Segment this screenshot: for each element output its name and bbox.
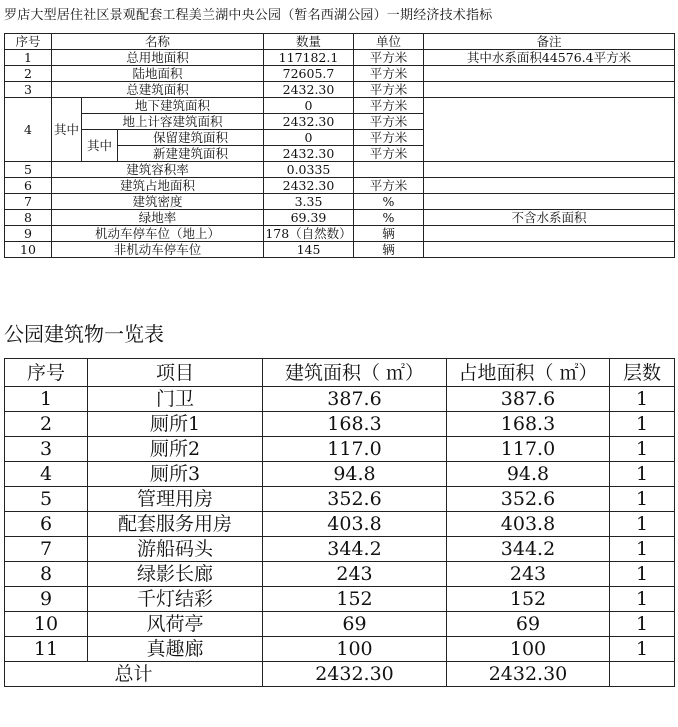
row-unit: % bbox=[354, 210, 424, 226]
row-building-area: 94.8 bbox=[263, 462, 447, 487]
row-unit: % bbox=[354, 194, 424, 210]
row-item: 千灯结彩 bbox=[88, 587, 263, 612]
row-quantity: 2432.30 bbox=[264, 146, 354, 162]
row-item: 门卫 bbox=[88, 387, 263, 412]
row-number: 9 bbox=[5, 226, 52, 242]
table-row bbox=[5, 537, 675, 562]
row-quantity: 0 bbox=[264, 130, 354, 146]
table-row bbox=[5, 194, 675, 210]
row-number: 6 bbox=[5, 178, 52, 194]
row-quantity: 3.35 bbox=[264, 194, 354, 210]
table-row bbox=[5, 412, 675, 437]
row-number: 4 bbox=[5, 98, 52, 162]
row-number: 1 bbox=[5, 50, 52, 66]
row-name: 总建筑面积 bbox=[52, 82, 264, 98]
row-name: 新建建筑面积 bbox=[118, 146, 264, 162]
table-row bbox=[5, 210, 675, 226]
row-note bbox=[424, 66, 675, 82]
row-number: 5 bbox=[5, 487, 88, 512]
header-cell: 备注 bbox=[424, 34, 675, 50]
row-building-area: 100 bbox=[263, 637, 447, 662]
table-row bbox=[5, 587, 675, 612]
row-unit: 平方米 bbox=[354, 146, 424, 162]
row-quantity: 0.0335 bbox=[264, 162, 354, 178]
header-cell: 层数 bbox=[610, 359, 675, 387]
row-land-area: 168.3 bbox=[447, 412, 610, 437]
row-floors: 1 bbox=[610, 612, 675, 637]
row-note bbox=[424, 226, 675, 242]
row-floors: 1 bbox=[610, 512, 675, 537]
row-floors: 1 bbox=[610, 462, 675, 487]
row-land-area: 69 bbox=[447, 612, 610, 637]
row-number: 2 bbox=[5, 412, 88, 437]
row-note bbox=[424, 162, 675, 178]
row-land-area: 94.8 bbox=[447, 462, 610, 487]
table-row bbox=[5, 612, 675, 637]
row-floors: 1 bbox=[610, 637, 675, 662]
row-note bbox=[424, 82, 675, 98]
row-name: 机动车停车位（地上） bbox=[52, 226, 264, 242]
row-unit: 平方米 bbox=[354, 82, 424, 98]
row-floors: 1 bbox=[610, 587, 675, 612]
row-building-area: 243 bbox=[263, 562, 447, 587]
row-land-area: 344.2 bbox=[447, 537, 610, 562]
row-note: 其中水系面积44576.4平方米 bbox=[424, 50, 675, 66]
row-number: 5 bbox=[5, 162, 52, 178]
row-number: 1 bbox=[5, 387, 88, 412]
total-label: 总计 bbox=[5, 662, 263, 687]
row-item: 游船码头 bbox=[88, 537, 263, 562]
row-floors: 1 bbox=[610, 487, 675, 512]
row-number: 9 bbox=[5, 587, 88, 612]
total-land-area: 2432.30 bbox=[447, 662, 610, 687]
header-cell: 项目 bbox=[88, 359, 263, 387]
total-building-area: 2432.30 bbox=[263, 662, 447, 687]
row-number: 8 bbox=[5, 562, 88, 587]
buildings-table bbox=[4, 358, 675, 687]
row-land-area: 152 bbox=[447, 587, 610, 612]
row-item: 配套服务用房 bbox=[88, 512, 263, 537]
row-note bbox=[424, 98, 675, 162]
header-cell: 序号 bbox=[5, 34, 52, 50]
table-row bbox=[5, 98, 675, 114]
row-building-area: 69 bbox=[263, 612, 447, 637]
row-floors: 1 bbox=[610, 537, 675, 562]
row-building-area: 117.0 bbox=[263, 437, 447, 462]
table-row bbox=[5, 512, 675, 537]
row-floors: 1 bbox=[610, 562, 675, 587]
row-quantity: 0 bbox=[264, 98, 354, 114]
row-building-area: 344.2 bbox=[263, 537, 447, 562]
row-unit: 平方米 bbox=[354, 130, 424, 146]
row-item: 厕所3 bbox=[88, 462, 263, 487]
row-quantity: 117182.1 bbox=[264, 50, 354, 66]
row-number: 2 bbox=[5, 66, 52, 82]
row-unit bbox=[354, 162, 424, 178]
row-quantity: 145 bbox=[264, 242, 354, 258]
row-number: 7 bbox=[5, 537, 88, 562]
table-row bbox=[5, 162, 675, 178]
header-cell: 数量 bbox=[264, 34, 354, 50]
row-item: 风荷亭 bbox=[88, 612, 263, 637]
row-note bbox=[424, 242, 675, 258]
row-building-area: 403.8 bbox=[263, 512, 447, 537]
table-row bbox=[5, 387, 675, 412]
row-number: 11 bbox=[5, 637, 88, 662]
row-land-area: 243 bbox=[447, 562, 610, 587]
row-number: 10 bbox=[5, 612, 88, 637]
row-note bbox=[424, 178, 675, 194]
row-floors: 1 bbox=[610, 387, 675, 412]
row-floors: 1 bbox=[610, 437, 675, 462]
row-number: 6 bbox=[5, 512, 88, 537]
row-number: 7 bbox=[5, 194, 52, 210]
row-land-area: 100 bbox=[447, 637, 610, 662]
header-cell: 占地面积（ ㎡） bbox=[447, 359, 610, 387]
row-unit: 平方米 bbox=[354, 66, 424, 82]
row-building-area: 387.6 bbox=[263, 387, 447, 412]
table-row bbox=[5, 50, 675, 66]
row-name: 建筑占地面积 bbox=[52, 178, 264, 194]
row-quantity: 2432.30 bbox=[264, 178, 354, 194]
row-item: 绿影长廊 bbox=[88, 562, 263, 587]
row-item: 厕所1 bbox=[88, 412, 263, 437]
row-floors: 1 bbox=[610, 412, 675, 437]
row-unit: 平方米 bbox=[354, 178, 424, 194]
row-name: 陆地面积 bbox=[52, 66, 264, 82]
row-item: 真趣廊 bbox=[88, 637, 263, 662]
row-quantity: 178（自然数） bbox=[265, 226, 352, 241]
table-row bbox=[5, 66, 675, 82]
row-name: 建筑容积率 bbox=[52, 162, 264, 178]
row-quantity: 69.39 bbox=[264, 210, 354, 226]
row-land-area: 387.6 bbox=[447, 387, 610, 412]
header-cell: 序号 bbox=[5, 359, 88, 387]
row-name: 地上计容建筑面积 bbox=[82, 114, 264, 130]
row-number: 3 bbox=[5, 437, 88, 462]
economic-indicators-table bbox=[4, 33, 675, 258]
table-row bbox=[5, 562, 675, 587]
row-unit: 平方米 bbox=[354, 114, 424, 130]
row-number: 10 bbox=[5, 242, 52, 258]
table-row bbox=[5, 437, 675, 462]
table-row bbox=[5, 487, 675, 512]
row-name: 建筑密度 bbox=[52, 194, 264, 210]
row-unit: 辆 bbox=[354, 242, 424, 258]
row-item: 管理用房 bbox=[88, 487, 263, 512]
row-building-area: 152 bbox=[263, 587, 447, 612]
row-building-area: 168.3 bbox=[263, 412, 447, 437]
row-note: 不含水系面积 bbox=[424, 210, 675, 226]
row-quantity: 2432.30 bbox=[264, 114, 354, 130]
row-unit: 辆 bbox=[354, 226, 424, 242]
table-row bbox=[5, 242, 675, 258]
table-row bbox=[5, 226, 675, 242]
row-item: 厕所2 bbox=[88, 437, 263, 462]
header-cell: 单位 bbox=[354, 34, 424, 50]
total-floors bbox=[610, 662, 675, 687]
table-header-row bbox=[5, 34, 675, 50]
row-building-area: 352.6 bbox=[263, 487, 447, 512]
row-name: 非机动车停车位 bbox=[52, 242, 264, 258]
header-cell: 名称 bbox=[52, 34, 264, 50]
row-land-area: 403.8 bbox=[447, 512, 610, 537]
row-number: 8 bbox=[5, 210, 52, 226]
row-number: 4 bbox=[5, 462, 88, 487]
table-row bbox=[5, 178, 675, 194]
row-quantity: 2432.30 bbox=[264, 82, 354, 98]
table-header-row bbox=[5, 359, 675, 387]
row-unit: 平方米 bbox=[354, 50, 424, 66]
row-note bbox=[424, 194, 675, 210]
row-unit: 平方米 bbox=[354, 98, 424, 114]
subgroup-label: 其中 bbox=[82, 130, 118, 162]
row-land-area: 117.0 bbox=[447, 437, 610, 462]
header-cell: 建筑面积（ ㎡） bbox=[263, 359, 447, 387]
table1-title: 罗店大型居住社区景观配套工程美兰湖中央公园（暂名西湖公园）一期经济技术指标 bbox=[4, 8, 493, 23]
table-row bbox=[5, 462, 675, 487]
row-name: 地下建筑面积 bbox=[82, 98, 264, 114]
row-name: 绿地率 bbox=[52, 210, 264, 226]
row-quantity: 72605.7 bbox=[264, 66, 354, 82]
total-row bbox=[5, 662, 675, 687]
row-land-area: 352.6 bbox=[447, 487, 610, 512]
row-name: 保留建筑面积 bbox=[118, 130, 264, 146]
table2-title: 公园建筑物一览表 bbox=[4, 322, 164, 346]
row-name: 总用地面积 bbox=[52, 50, 264, 66]
table-row bbox=[5, 82, 675, 98]
group-label: 其中 bbox=[52, 98, 82, 162]
table-row bbox=[5, 637, 675, 662]
row-number: 3 bbox=[5, 82, 52, 98]
